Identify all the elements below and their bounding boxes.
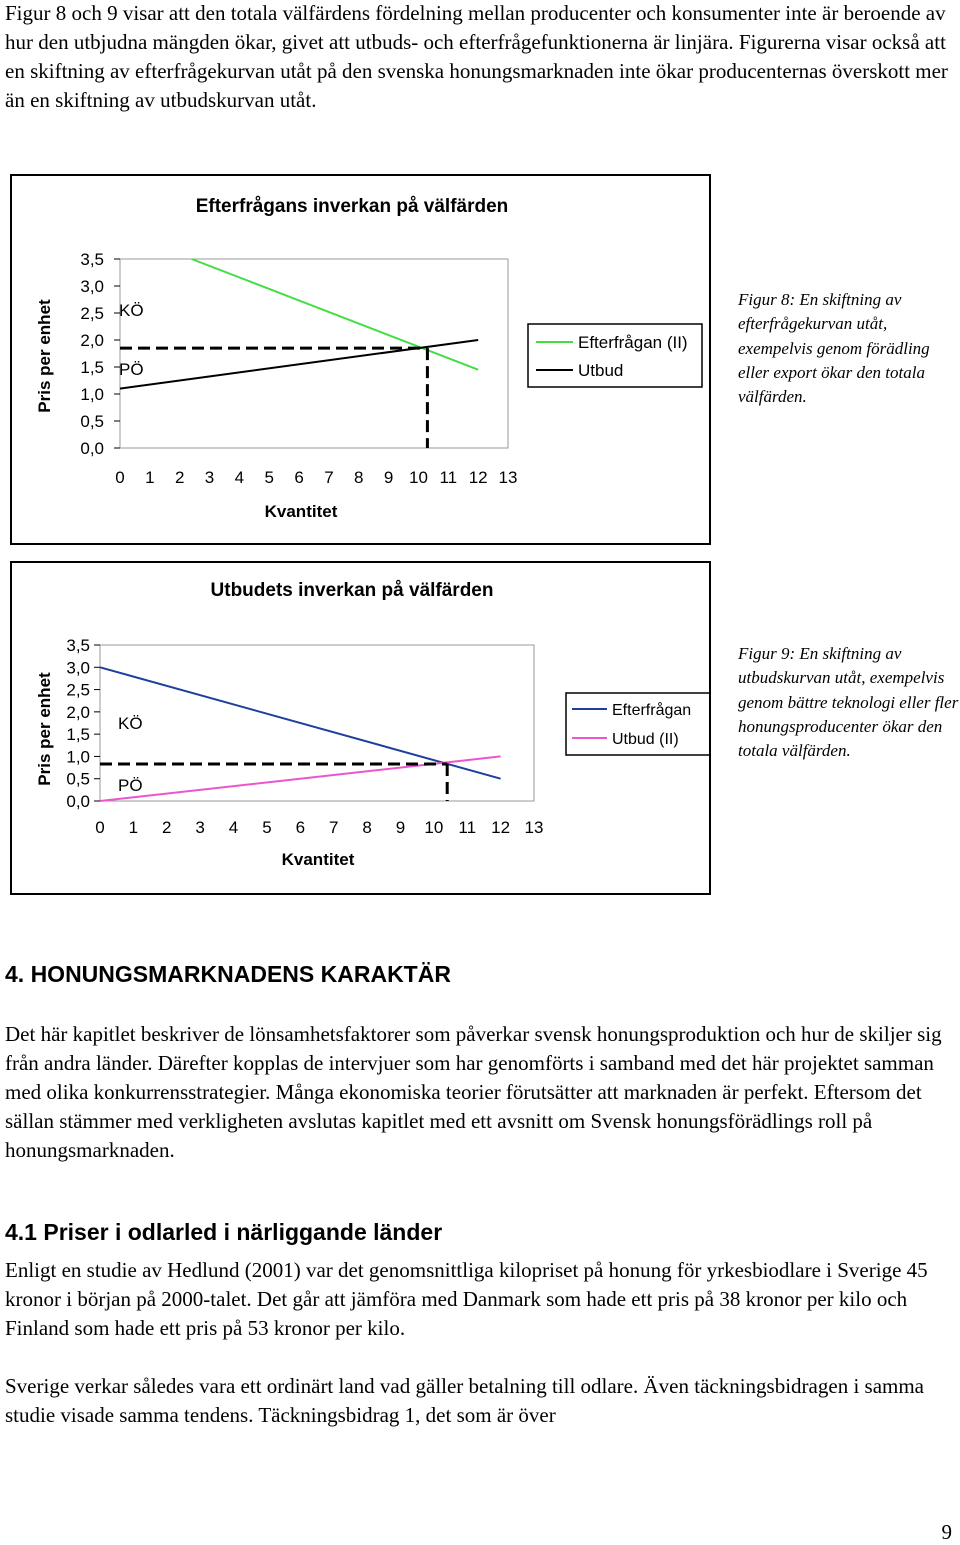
ko-label: KÖ: [119, 301, 144, 320]
x-axis-label: Kvantitet: [281, 850, 355, 869]
y-tick-label: 1,0: [66, 747, 90, 767]
y-tick-label: 1,0: [80, 385, 104, 404]
x-tick-label: 12: [491, 818, 511, 837]
x-tick-label: 11: [458, 818, 477, 837]
legend-utbud-label: Utbud: [578, 361, 624, 380]
chart-title: Utbudets inverkan på välfärden: [210, 580, 494, 601]
x-tick-label: 8: [362, 818, 372, 837]
figure-9-chart: [12, 563, 709, 893]
y-tick-label: 0,5: [66, 769, 90, 789]
x-tick-label: 9: [395, 818, 406, 837]
x-tick-label: 11: [439, 468, 458, 487]
po-label: PÖ: [119, 360, 144, 379]
ko-label: KÖ: [118, 714, 143, 733]
y-tick-label: 0,0: [66, 792, 90, 811]
y-tick-label: 2,5: [80, 304, 104, 323]
section-4-1-paragraph-1: Enligt en studie av Hedlund (2001) var det genomsnittliga kilopriset på honung för yrkesbiodlare i Sverige 45 kronor i början på 2000-talet. Det går att jämföra med Danmark som hade ett pris på 38 kronor per kilo och Finland som hade ett pris på 53 kronor per kilo.: [5, 1258, 928, 1340]
figure-8-caption: Figur 8: En skiftning av efterfrågekurvan utåt, exempelvis genom förädling eller export ökar den totala välfärden.: [738, 290, 930, 407]
x-tick-label: 3: [204, 468, 215, 487]
y-tick-label: 0,5: [80, 412, 104, 431]
po-label: PÖ: [118, 776, 143, 795]
x-tick-label: 6: [295, 818, 306, 837]
x-tick-label: 13: [498, 468, 518, 487]
x-tick-label: 2: [174, 468, 185, 487]
x-tick-label: 3: [195, 818, 205, 837]
figure-9-caption: Figur 9: En skiftning av utbudskurvan utåt, exempelvis genom bättre teknologi eller fler honungsproducenter ökar den totala välfärden.: [738, 644, 959, 761]
y-tick-label: 3,5: [80, 250, 104, 269]
y-tick-label: 2,0: [80, 331, 104, 350]
x-axis-label: Kvantitet: [264, 502, 338, 521]
y-tick-label: 1,5: [80, 358, 104, 377]
y-tick-label: 1,5: [66, 725, 90, 745]
y-tick-label: 3,0: [66, 658, 90, 678]
y-tick-label: 2,5: [66, 680, 90, 700]
series-line-efterfrågan-ii: [192, 259, 479, 370]
legend-utbud-ii-label: Utbud (II): [612, 731, 679, 748]
x-tick-label: 1: [128, 818, 139, 837]
y-axis-label: Pris per enhet: [35, 672, 54, 786]
y-tick-label: 2,0: [66, 702, 90, 722]
x-tick-label: 7: [324, 468, 334, 487]
x-tick-label: 1: [145, 468, 155, 487]
x-tick-label: 9: [383, 468, 394, 487]
x-tick-label: 10: [424, 818, 444, 837]
figure-9-chart-frame: [10, 561, 711, 895]
y-tick-label: 3,0: [80, 277, 104, 296]
x-tick-label: 5: [262, 818, 272, 837]
page-number: 9: [941, 1520, 952, 1544]
x-tick-label: 13: [524, 818, 544, 837]
series-line-utbud: [120, 340, 478, 389]
y-axis-label: Pris per enhet: [35, 299, 54, 413]
x-tick-label: 4: [234, 468, 245, 487]
figure-8-chart: [12, 176, 709, 543]
x-tick-label: 4: [228, 818, 239, 837]
x-tick-label: 7: [328, 818, 339, 837]
legend-efterfragan-ii-label: Efterfrågan (II): [578, 333, 688, 352]
figure-8-chart-frame: [10, 174, 711, 545]
section-4-1-paragraph-2: Sverige verkar således vara ett ordinärt land vad gäller betalning till odlare. Även täckningsbidragen i samma studie visade samma tendens. Täckningsbidrag 1, det som är över: [5, 1374, 925, 1427]
chart-title: Efterfrågans inverkan på välfärden: [195, 196, 509, 217]
y-tick-label: 3,5: [66, 636, 90, 655]
legend-efterfragan-label: Efterfrågan: [612, 702, 692, 719]
series-line-efterfrågan: [100, 667, 501, 778]
x-tick-label: 8: [354, 468, 364, 487]
x-tick-label: 0: [115, 468, 125, 487]
x-tick-label: 0: [95, 818, 105, 837]
section-4-heading: 4. HONUNGSMARKNADENS KARAKTÄR: [5, 961, 451, 987]
intro-paragraph: Figur 8 och 9 visar att den totala välfärdens fördelning mellan producenter och konsumenter inte är beroende av hur den utbjudna mängden ökar, givet att utbuds- och efterfrågefunktionerna är linjära. Figurerna visar också att en skiftning av efterfrågekurvan utåt på den svenska honungsmarknaden inte ökar producenternas överskott mer än en skiftning av utbudskurvan utåt.: [5, 1, 948, 112]
x-tick-label: 12: [468, 468, 488, 487]
x-tick-label: 5: [264, 468, 274, 487]
section-4-paragraph: Det här kapitlet beskriver de lönsamhetsfaktorer som påverkar svensk honungsproduktion och hur de skiljer sig från andra länder. Därefter kopplas de intervjuer som har genomförts i samband med det här projektet samman med olika konkurrensstrategier. Många ekonomiska teorier förutsätter att marknaden är perfekt. Eftersom det sällan stämmer med verkligheten avslutas kapitlet med ett avsnitt om Svensk honungsförädlings roll på honungsmarknaden.: [5, 1022, 942, 1162]
plot-area: [120, 259, 508, 448]
x-tick-label: 10: [409, 468, 428, 487]
section-4-1-heading: 4.1 Priser i odlarled i närliggande länder: [5, 1219, 443, 1245]
x-tick-label: 6: [294, 468, 304, 487]
y-tick-label: 0,0: [80, 439, 104, 458]
x-tick-label: 2: [162, 818, 172, 837]
